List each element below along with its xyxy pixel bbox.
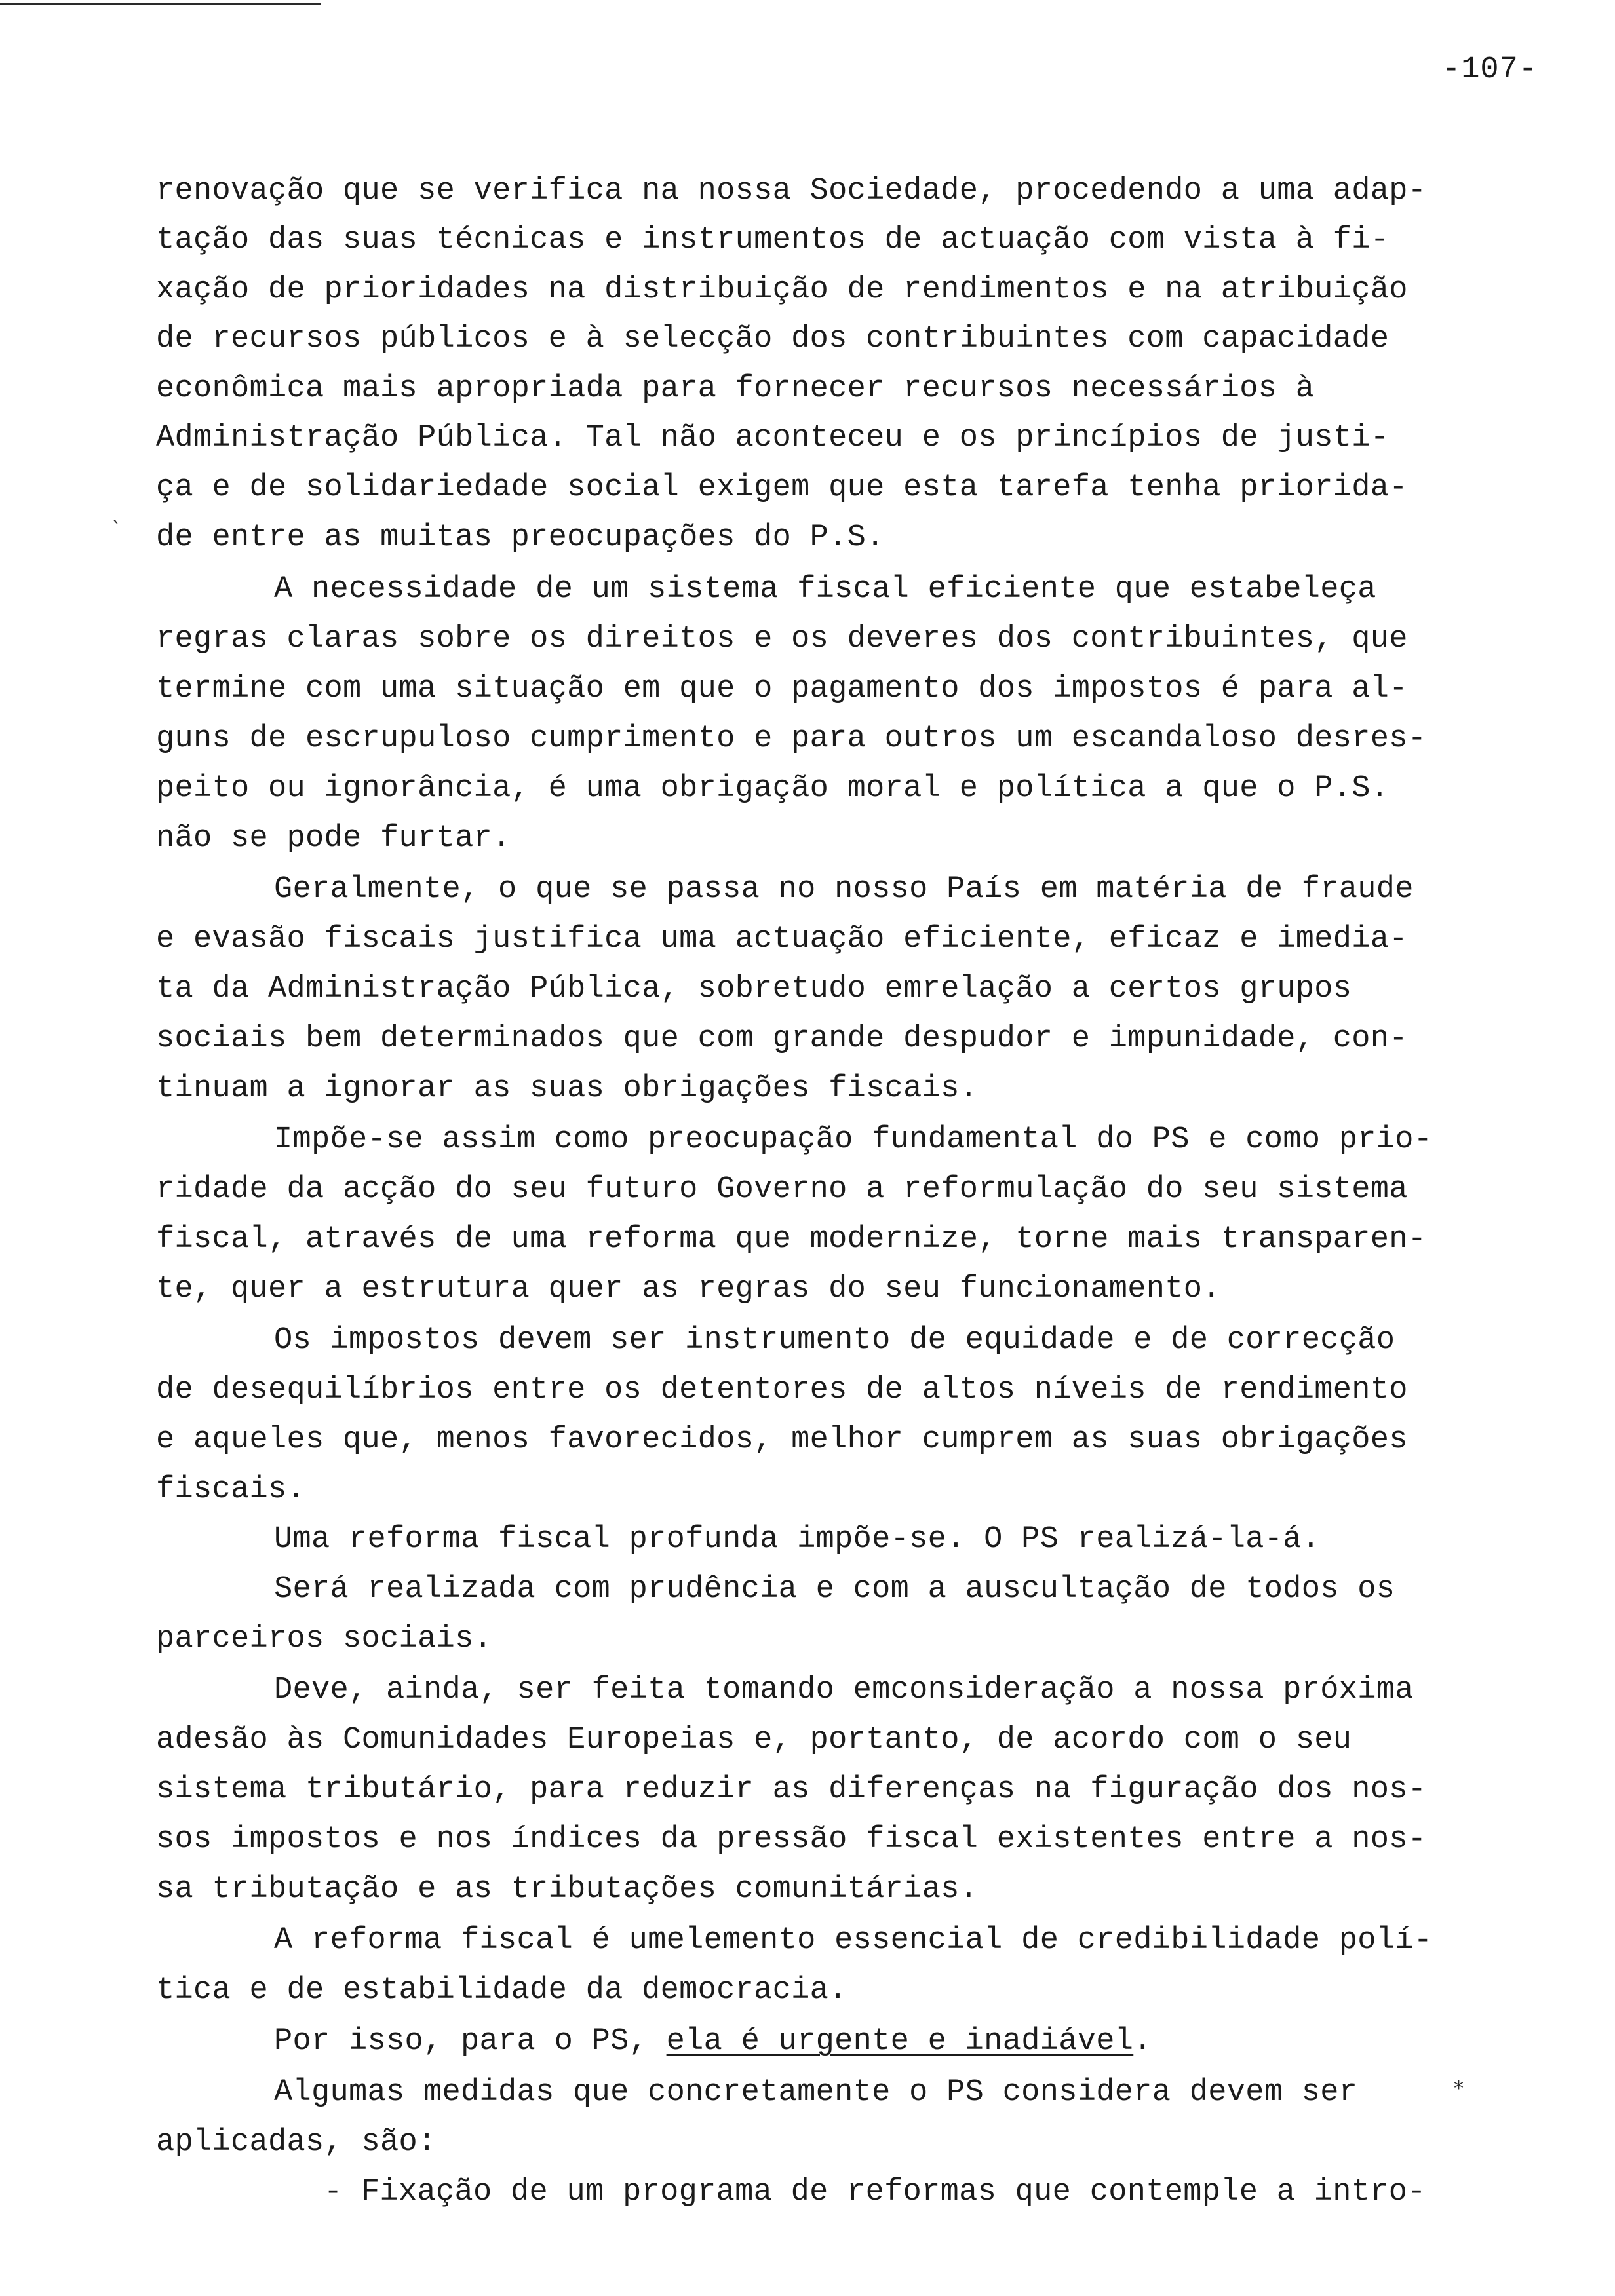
text-line: Administração Pública. Tal não aconteceu e os princípios de justi-	[156, 421, 1390, 455]
margin-star-mark: *	[1454, 2077, 1464, 2100]
emphasis-suffix: .	[1133, 2024, 1152, 2059]
text-line: Impõe-se assim como preocupação fundamental do PS e como prio-	[274, 1122, 1433, 1157]
text-line: Os impostos devem ser instrumento de equidade e de correcção	[274, 1323, 1395, 1358]
text-line: regras claras sobre os direitos e os deveres dos contribuintes, que	[156, 622, 1408, 657]
text-line: tação das suas técnicas e instrumentos de actuação com vista à fi-	[156, 223, 1390, 258]
text-line: ça e de solidariedade social exigem que esta tarefa tenha priorida-	[156, 470, 1408, 505]
text-line: de desequilíbrios entre os detentores de altos níveis de rendimento	[156, 1373, 1408, 1407]
text-line: Deve, ainda, ser feita tomando emconsideração a nossa próxima	[274, 1673, 1414, 1708]
text-line: A necessidade de um sistema fiscal eficiente que estabeleça	[274, 572, 1376, 607]
text-line: ta da Administração Pública, sobretudo emrelação a certos grupos	[156, 972, 1352, 1006]
emphasis-line	[274, 2026, 1152, 2057]
text-line: tinuam a ignorar as suas obrigações fiscais.	[156, 1071, 979, 1106]
text-line: adesão às Comunidades Europeias e, portanto, de acordo com o seu	[156, 1723, 1352, 1757]
text-line: te, quer a estrutura quer as regras do seu funcionamento.	[156, 1272, 1221, 1307]
text-line: guns de escrupuloso cumprimento e para outros um escandaloso desres-	[156, 721, 1427, 756]
margin-tick-mark: ˋ	[111, 518, 121, 541]
text-line: aplicadas, são:	[156, 2125, 437, 2160]
text-line: não se pode furtar.	[156, 821, 511, 856]
text-line: ridade da acção do seu futuro Governo a reformulação do seu sistema	[156, 1172, 1408, 1207]
text-line: parceiros sociais.	[156, 1622, 493, 1656]
text-line: Geralmente, o que se passa no nosso País em matéria de fraude	[274, 872, 1414, 907]
list-item-line: - Fixação de um programa de reformas que contemple a intro-	[324, 2175, 1426, 2210]
text-line: sa tributação e as tributações comunitárias.	[156, 1872, 979, 1907]
text-line: fiscais.	[156, 1472, 306, 1507]
text-line: peito ou ignorância, é uma obrigação moral e política a que o P.S.	[156, 771, 1390, 806]
text-line: econômica mais apropriada para fornecer recursos necessários à	[156, 372, 1315, 406]
text-line: xação de prioridades na distribuição de rendimentos e na atribuição	[156, 273, 1408, 307]
underlined-phrase: ela é urgente e inadiável	[666, 2024, 1134, 2059]
text-line: sociais bem determinados que com grande despudor e impunidade, con-	[156, 1022, 1408, 1056]
text-line: renovação que se verifica na nossa Sociedade, procedendo a uma adap-	[156, 174, 1427, 208]
text-line: de entre as muitas preocupações do P.S.	[156, 520, 885, 555]
text-line: sos impostos e nos índices da pressão fiscal existentes entre a nos-	[156, 1822, 1427, 1857]
text-line: sistema tributário, para reduzir as diferenças na figuração dos nos-	[156, 1772, 1427, 1807]
text-line: e evasão fiscais justifica uma actuação eficiente, eficaz e imedia-	[156, 922, 1408, 957]
text-line: Algumas medidas que concretamente o PS considera devem ser	[274, 2075, 1358, 2110]
text-line: termine com uma situação em que o pagamento dos impostos é para al-	[156, 672, 1408, 706]
top-rule	[0, 3, 321, 5]
text-line: A reforma fiscal é umelemento essencial de credibilidade polí-	[274, 1923, 1433, 1958]
text-line: de recursos públicos e à selecção dos contribuintes com capacidade	[156, 322, 1390, 356]
text-line: Uma reforma fiscal profunda impõe-se. O PS realizá-la-á.	[274, 1522, 1321, 1557]
text-line: e aqueles que, menos favorecidos, melhor cumprem as suas obrigações	[156, 1423, 1408, 1457]
text-line: Será realizada com prudência e com a auscultação de todos os	[274, 1572, 1395, 1607]
text-line: fiscal, através de uma reforma que modernize, torne mais transparen-	[156, 1222, 1427, 1257]
page-number: -107-	[1442, 52, 1538, 87]
emphasis-prefix: Por isso, para o PS,	[274, 2024, 667, 2059]
text-line: tica e de estabilidade da democracia.	[156, 1973, 847, 2008]
